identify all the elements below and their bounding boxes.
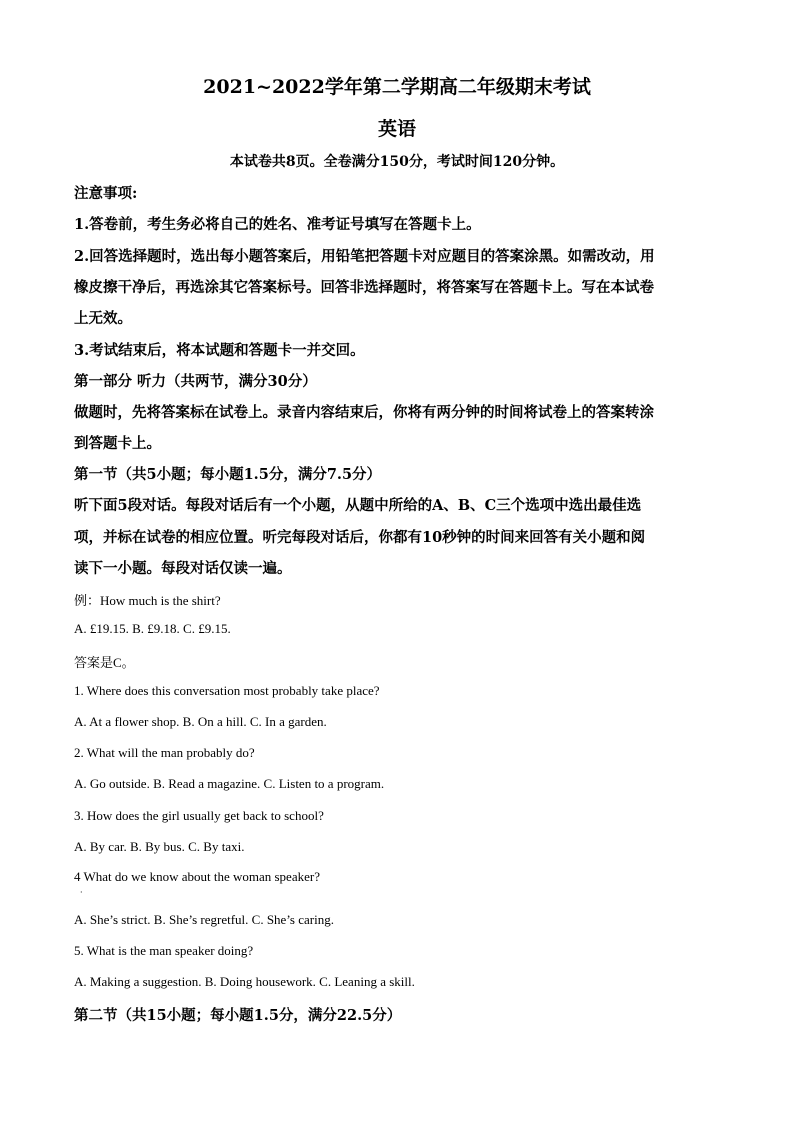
example-answer: 答案是C。 — [74, 655, 135, 670]
section1-instruction-line-2: 项，并标在试卷的相应位置。听完每段对话后，你都有10秒钟的时间来回答有关小题和阅 — [74, 529, 646, 546]
section2-heading: 第二节（共15小题；每小题1.5分，满分22.5分） — [74, 1007, 402, 1024]
question-1-options: A. At a flower shop. B. On a hill. C. In a garden. — [74, 714, 327, 729]
question-5: 5. What is the man speaker doing? — [74, 943, 254, 958]
question-2-options: A. Go outside. B. Read a magazine. C. Listen to a program. — [74, 776, 385, 791]
notice-heading: 注意事项: — [74, 185, 138, 202]
example-question: 例：How much is the shirt? — [74, 593, 221, 608]
exam-info: 本试卷共8页。全卷满分150分，考试时间120分钟。 — [229, 154, 565, 170]
example-options: A. £19.15. B. £9.18. C. £9.15. — [74, 621, 231, 636]
question-4-options: A. She’s strict. B. She’s regretful. C. She’s caring. — [74, 912, 334, 927]
part1-intro-line-1: 做题时，先将答案标在试卷上。录音内容结束后，你将有两分钟的时间将试卷上的答案转涂 — [74, 404, 654, 421]
notice-item-2-line-1: 2.回答选择题时，选出每小题答案后，用铅笔把答题卡对应题目的答案涂黑。如需改动，用 — [74, 248, 655, 265]
section1-heading: 第一节（共5小题；每小题1.5分，满分7.5分） — [74, 466, 382, 483]
question-3-options: A. By car. B. By bus. C. By taxi. — [74, 839, 245, 854]
notice-item-3: 3.考试结束后，将本试题和答题卡一并交回。 — [74, 342, 365, 359]
question-2: 2. What will the man probably do? — [74, 745, 255, 760]
section1-instruction-line-1: 听下面5段对话。每段对话后有一个小题，从题中所给的A、B、C三个选项中选出最佳选 — [74, 497, 642, 514]
question-1: 1. Where does this conversation most probably take place? — [74, 683, 380, 698]
notice-item-2-line-3: 上无效。 — [74, 310, 132, 327]
notice-item-1: 1.答卷前，考生务必将自己的姓名、准考证号填写在答题卡上。 — [74, 216, 481, 233]
exam-title: 2021~2022学年第二学期高二年级期末考试 — [203, 76, 591, 98]
stray-dot: · — [80, 888, 83, 897]
section1-instruction-line-3: 读下一小题。每段对话仅读一遍。 — [74, 560, 292, 577]
part1-intro-line-2: 到答题卡上。 — [74, 435, 161, 452]
question-5-options: A. Making a suggestion. B. Doing housework. C. Leaning a skill. — [74, 974, 415, 989]
question-4: 4 What do we know about the woman speaker? — [74, 869, 320, 884]
notice-item-2-line-2: 橡皮擦干净后，再选涂其它答案标号。回答非选择题时，将答案写在答题卡上。写在本试卷 — [74, 279, 654, 296]
subject-title: 英语 — [377, 118, 416, 140]
question-3: 3. How does the girl usually get back to school? — [74, 808, 324, 823]
part1-heading: 第一部分 听力（共两节，满分30分） — [74, 373, 317, 390]
